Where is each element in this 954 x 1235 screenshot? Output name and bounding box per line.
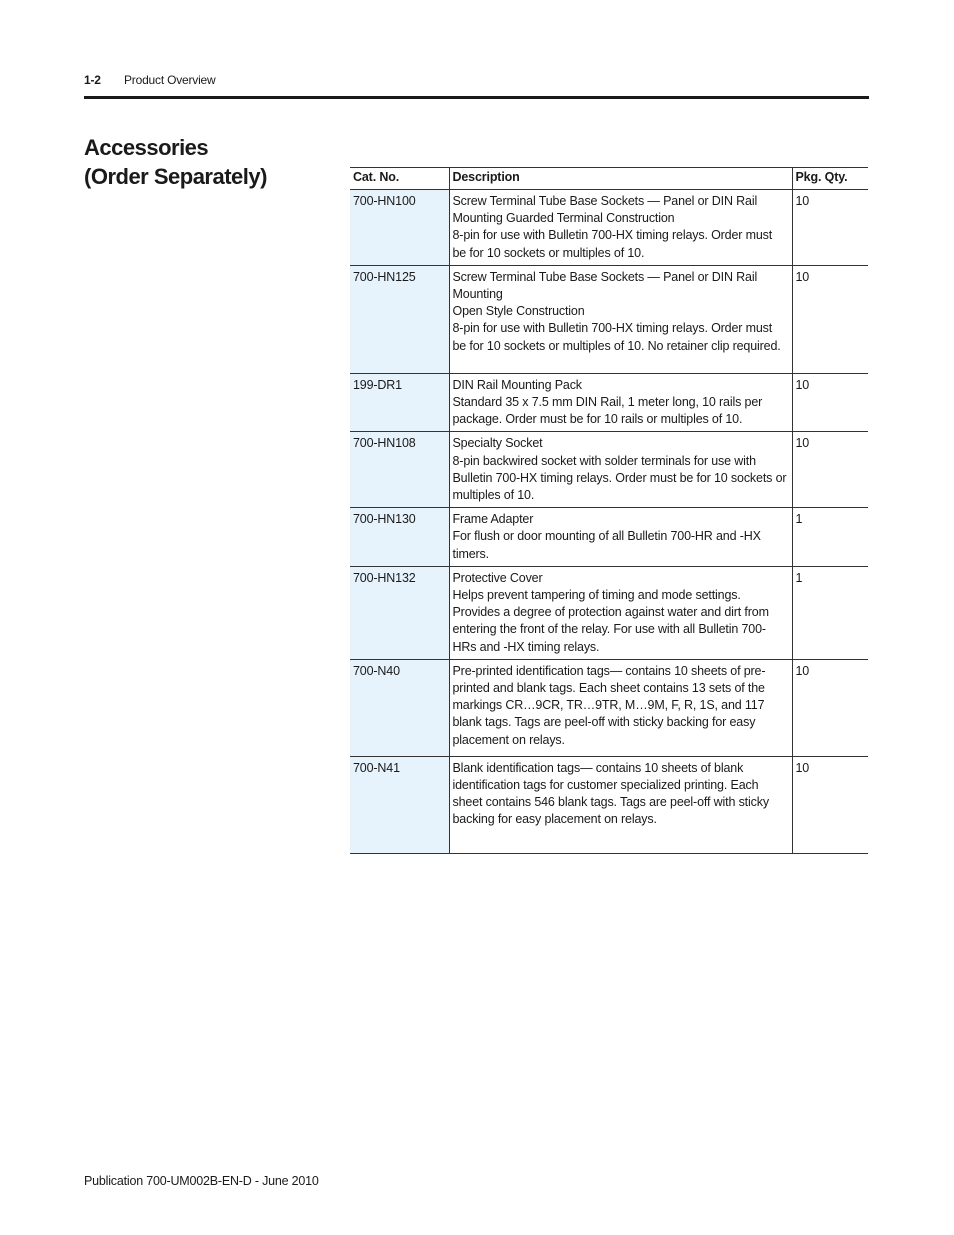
description-line: For flush or door mounting of all Bulletin 700-HR and -HX timers. [452, 529, 761, 561]
table-row [350, 566, 868, 659]
description-line: Standard 35 x 7.5 mm DIN Rail, 1 meter long, 10 rails per package. Order must be for 10 rails or multiples of 10. [452, 395, 763, 427]
description-line: Pre-printed identification tags— contains 10 sheets of pre-printed and blank tags. Each sheet contains 13 sets of the markings CR…9CR, TR…9TR, M…9M, F, R, 1S, and 117 blank tags. Tags are peel-off with sticky backing for easy placement on relays. [452, 663, 766, 747]
description-cell [449, 265, 792, 373]
cat-no-cell: 700-N41 [350, 756, 449, 853]
accessories-table-container [350, 167, 868, 854]
description-line: DIN Rail Mounting Pack [452, 377, 582, 392]
table-row [350, 190, 868, 266]
column-header-cat-no: Cat. No. [350, 168, 449, 190]
description-line: 8-pin for use with Bulletin 700-HX timing relays. Order must be for 10 sockets or multiples of 10. [452, 228, 773, 260]
table-row [350, 659, 868, 756]
description-cell [449, 432, 792, 508]
description-line: 8-pin for use with Bulletin 700-HX timing relays. Order must be for 10 sockets or multiples of 10. No retainer clip required. [452, 321, 781, 353]
page-number: 1-2 [84, 73, 101, 87]
description-line: Helps prevent tampering of timing and mode settings. Provides a degree of protection against water and dirt from entering the front of the relay. For use with all Bulletin 700-HRs and -HX timing relays. [452, 588, 769, 654]
pkg-qty-cell: 10 [792, 190, 868, 266]
description-line: Open Style Construction [452, 304, 585, 319]
description-line: Blank identification tags— contains 10 sheets of blank identification tags for customer specialized printing. Each sheet contains 546 blank tags. Tags are peel-off with sticky backing for easy placement on relays. [452, 760, 769, 827]
title-line-1: Accessories [84, 135, 209, 160]
table-row [350, 756, 868, 853]
cat-no-cell: 199-DR1 [350, 373, 449, 432]
pkg-qty-cell: 10 [792, 373, 868, 432]
table-header-row [350, 168, 868, 190]
table-body [350, 190, 868, 854]
description-line: Screw Terminal Tube Base Sockets — Panel or DIN Rail Mounting [452, 269, 758, 302]
header-rule [84, 96, 869, 99]
pkg-qty-cell: 10 [792, 659, 868, 756]
description-cell [449, 508, 792, 567]
description-cell [449, 566, 792, 659]
table-row [350, 432, 868, 508]
description-cell [449, 659, 792, 756]
table-row [350, 508, 868, 567]
description-line: 8-pin backwired socket with solder terminals for use with Bulletin 700-HX timing relays. Order must be for 10 sockets or multiples of 10. [452, 453, 787, 503]
cat-no-cell: 700-HN130 [350, 508, 449, 567]
description-line: Frame Adapter [452, 512, 534, 527]
publication-footer: Publication 700-UM002B-EN-D - June 2010 [84, 1174, 319, 1188]
description-cell [449, 373, 792, 432]
table-row [350, 373, 868, 432]
table-row [350, 265, 868, 373]
title-line-2: (Order Separately) [84, 164, 267, 189]
description-line: Screw Terminal Tube Base Sockets — Panel or DIN Rail Mounting Guarded Terminal Construction [452, 194, 758, 226]
description-cell [449, 190, 792, 266]
description-cell [449, 756, 792, 853]
pkg-qty-cell: 10 [792, 265, 868, 373]
accessories-table [350, 167, 868, 854]
cat-no-cell: 700-HN100 [350, 190, 449, 266]
section-name: Product Overview [124, 73, 216, 87]
cat-no-cell: 700-N40 [350, 659, 449, 756]
description-line: Specialty Socket [452, 436, 543, 451]
cat-no-cell: 700-HN125 [350, 265, 449, 373]
cat-no-cell: 700-HN132 [350, 566, 449, 659]
page-header [84, 73, 216, 87]
section-title [84, 133, 324, 191]
cat-no-cell: 700-HN108 [350, 432, 449, 508]
pkg-qty-cell: 1 [792, 566, 868, 659]
column-header-pkg-qty: Pkg. Qty. [792, 168, 868, 190]
pkg-qty-cell: 1 [792, 508, 868, 567]
column-header-description: Description [449, 168, 792, 190]
pkg-qty-cell: 10 [792, 756, 868, 853]
description-line: Protective Cover [452, 570, 543, 585]
pkg-qty-cell: 10 [792, 432, 868, 508]
